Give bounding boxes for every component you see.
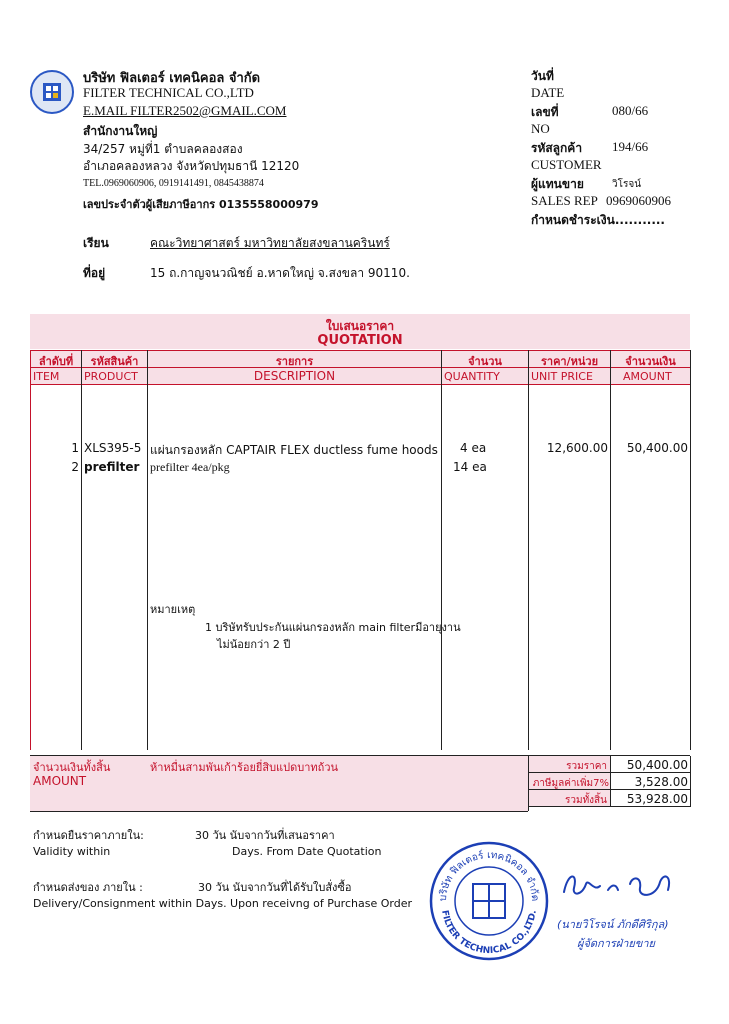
col-header-qty-th: จำนวน xyxy=(468,355,502,368)
stamp-ring-text-bottom: FILTER TECHNICAL CO.,LTD. xyxy=(439,909,539,957)
amount-in-words: ห้าหมื่นสามพันเก้าร้อยยี่สิบแปดบาทถ้วน xyxy=(150,761,339,774)
signature-scribble xyxy=(560,862,680,906)
validity-label-th: กำหนดยืนราคาภายใน: xyxy=(33,829,144,842)
col-header-item-th: ลำดับที่ xyxy=(38,355,74,368)
delivery-label-en: Delivery/Consignment within Days. Upon receivng of Purchase Order xyxy=(33,897,412,910)
col-header-qty-en: QUANTITY xyxy=(444,370,500,383)
company-stamp xyxy=(428,840,550,962)
date-label-en: DATE xyxy=(531,85,565,100)
date-label-th: วันที่ xyxy=(531,69,554,83)
vat-label: ภาษีมูลค่าเพิ่ม7% xyxy=(532,778,609,789)
col-header-unit-price-en: UNIT PRICE xyxy=(531,370,593,383)
remark-label: หมายเหตุ xyxy=(150,603,196,616)
stamp-ring-text-top: บริษัท ฟิลเตอร์ เทคนิคอล จำกัด xyxy=(437,849,541,902)
amount-words-label-th: จำนวนเงินทั้งสิ้น xyxy=(33,761,111,774)
sales-label-en: SALES REP xyxy=(531,193,598,208)
no-label-th: เลขที่ xyxy=(531,105,559,119)
validity-label-en: Validity within xyxy=(33,845,111,858)
subtotal-value: 50,400.00 xyxy=(626,758,688,772)
validity-days-en: Days. From Date Quotation xyxy=(232,845,382,858)
col-header-product-th: รหัสสินค้า xyxy=(90,355,139,368)
row-unit-price: 12,600.00 xyxy=(546,441,608,455)
company-email: E.MAIL FILTER2502@GMAIL.COM xyxy=(83,103,287,118)
col-header-amount-en: AMOUNT xyxy=(623,370,672,383)
validity-days-th: 30 วัน นับจากวันที่เสนอราคา xyxy=(195,829,335,842)
recipient-name: คณะวิทยาศาสตร์ มหาวิทยาลัยสงขลานครินทร์ xyxy=(150,236,390,250)
col-header-unit-price-th: ราคา/หน่วย xyxy=(540,355,599,368)
subtotal-label: รวมราคา xyxy=(566,761,607,772)
sales-label-th: ผู้แทนขาย xyxy=(531,177,584,191)
customer-label-en: CUSTOMER xyxy=(531,157,602,172)
customer-value: 194/66 xyxy=(612,139,649,154)
signatory-title: ผู้จัดการฝ่ายขาย xyxy=(577,937,655,950)
sales-phone: 0969060906 xyxy=(606,193,671,208)
no-label-en: NO xyxy=(531,121,550,136)
row-product: XLS395-5 xyxy=(84,441,142,455)
recipient-address: 15 ถ.กาญจนวณิชย์ อ.หาดใหญ่ จ.สงขลา 90110. xyxy=(150,266,410,280)
company-name-th: บริษัท ฟิลเตอร์ เทคนิคอล จำกัด xyxy=(83,71,261,86)
col-header-amount-th: จำนวนเงิน xyxy=(625,355,676,368)
row-product: prefilter xyxy=(84,460,140,474)
delivery-days-th: 30 วัน นับจากวันที่ได้รับใบสั่งซื้อ xyxy=(198,881,352,894)
row-qty: 4 ea xyxy=(460,441,487,455)
col-header-product-en: PRODUCT xyxy=(84,370,138,383)
company-address-1: 34/257 หมู่ที่1 ตำบลคลองสอง xyxy=(83,142,243,156)
amount-words-label-en: AMOUNT xyxy=(33,774,87,788)
remark-line-2: ไม่น้อยกว่า 2 ปี xyxy=(217,638,291,651)
grand-total-label: รวมทั้งสิ้น xyxy=(565,795,607,806)
company-logo xyxy=(30,70,74,114)
col-header-description-th: รายการ xyxy=(275,355,314,368)
company-tax-id: เลขประจำตัวผู้เสียภาษีอากร 0135558000979 xyxy=(83,198,319,211)
col-header-item-en: ITEM xyxy=(33,370,60,383)
doc-title-en: QUOTATION xyxy=(317,333,403,348)
company-name-en: FILTER TECHNICAL CO.,LTD xyxy=(83,85,254,100)
address-label: ที่อยู่ xyxy=(83,266,106,280)
row-item: 2 xyxy=(71,460,79,474)
row-description: แผ่นกรองหลัก CAPTAIR FLEX ductless fume hoods xyxy=(150,443,438,457)
company-tel: TEL.0969060906, 0919141491, 0845438874 xyxy=(83,178,264,189)
customer-label-th: รหัสลูกค้า xyxy=(531,141,583,155)
signatory-name: (นายวิโรจน์ ภักดีศิริกุล) xyxy=(557,918,669,931)
col-header-description-en: DESCRIPTION xyxy=(253,369,336,383)
remark-line-1: 1 บริษัทรับประกันแผ่นกรองหลัก main filterมีอายุงาน xyxy=(205,621,461,634)
doc-title-th: ใบเสนอราคา xyxy=(325,319,395,333)
row-amount: 50,400.00 xyxy=(626,441,688,455)
row-item: 1 xyxy=(71,441,79,455)
head-office-label: สำนักงานใหญ่ xyxy=(83,124,158,138)
row-qty: 14 ea xyxy=(453,460,487,474)
recipient-label: เรียน xyxy=(83,236,109,250)
sales-name: วิโรจน์ xyxy=(612,179,642,190)
grand-total-value: 53,928.00 xyxy=(626,792,688,806)
payment-due: กำหนดชำระเงิน........... xyxy=(531,213,665,227)
delivery-label-th: กำหนดส่งของ ภายใน : xyxy=(33,881,143,894)
company-address-2: อำเภอคลองหลวง จังหวัดปทุมธานี 12120 xyxy=(83,159,300,173)
no-value: 080/66 xyxy=(612,103,649,118)
vat-value: 3,528.00 xyxy=(634,775,688,789)
row-description: prefilter 4ea/pkg xyxy=(150,460,230,474)
